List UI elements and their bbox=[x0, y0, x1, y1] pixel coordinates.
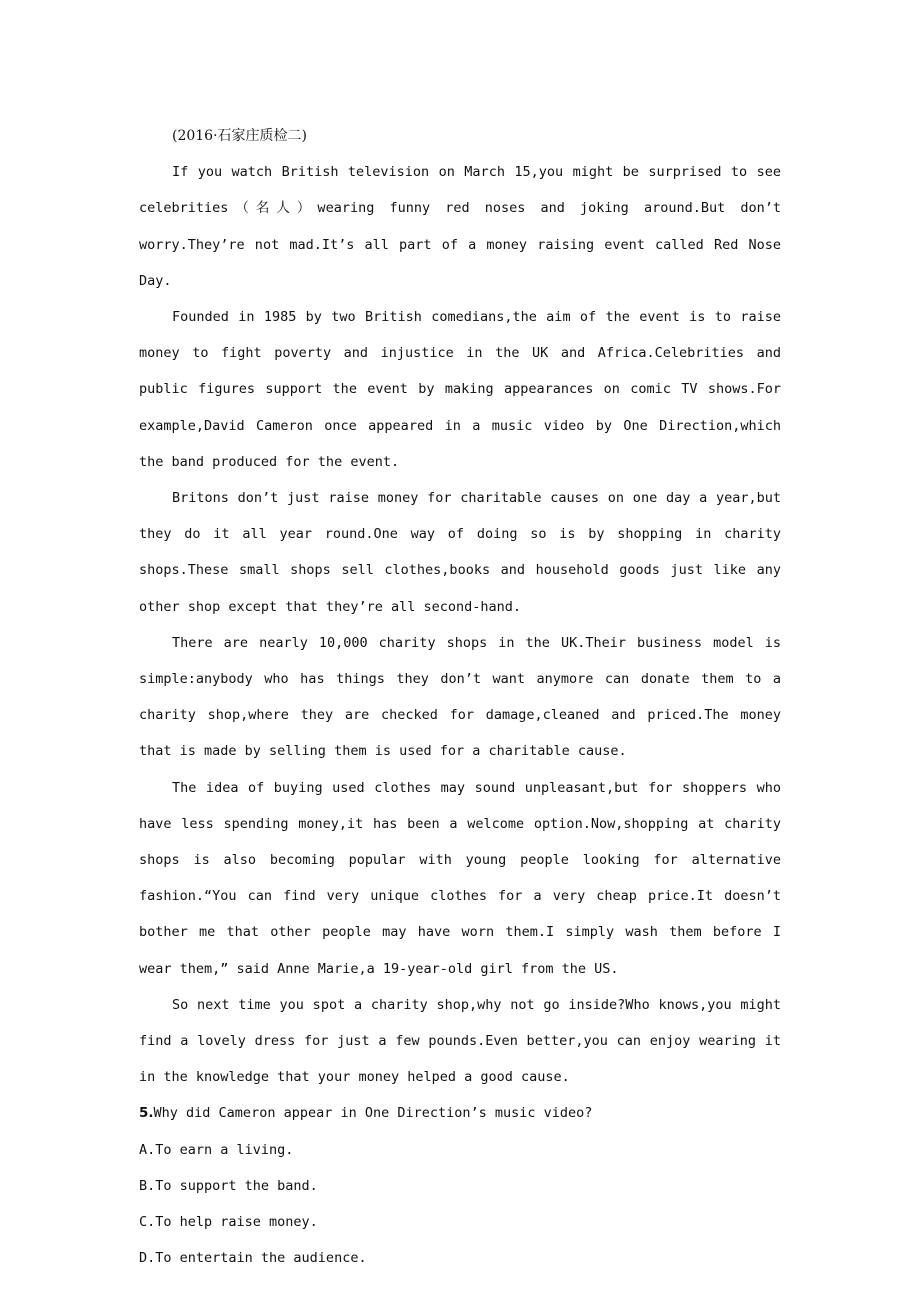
passage-paragraph-5: The idea of buying used clothes may sound unpleasant,but for shoppers who have less spending money,it has been a welcome option.Now,shopping at charity shops is also becoming popular with young people looking for alternative fashion.“You can find very unique clothes for a very cheap price.It doesn’t bother me that other people may have worn them.I simply wash them before I wear them,” said Anne Marie,a 19-year-old girl from the US. bbox=[139, 779, 781, 977]
option-c: C.To help raise money. bbox=[139, 1214, 318, 1231]
passage-paragraph-2: Founded in 1985 by two British comedians,the aim of the event is to raise money to fight poverty and injustice in the UK and Africa.Celebrities and public figures support the event by making appearances on comic TV shows.For example,David Cameron once appeared in a music video by One Direction,which the band produced for the event. bbox=[139, 309, 781, 470]
passage-paragraph-4: There are nearly 10,000 charity shops in the UK.Their business model is simple:anybody who has things they don’t want anymore can donate them to a charity shop,where they are checked for damage,cleaned and priced.The money that is made by selling them is used for a charitable cause. bbox=[139, 634, 781, 760]
document-page bbox=[139, 118, 781, 1277]
passage-paragraph-3: Britons don’t just raise money for charitable causes on one day a year,but they do it all year round.One way of doing so is by shopping in charity shops.These small shops sell clothes,books and household goods just like any other shop except that they’re all second-hand. bbox=[139, 490, 781, 615]
passage-paragraph-1: If you watch British television on March 15,you might be surprised to see celebrities（名人）wearing funny red noses and joking around.But don’t worry.They’re not mad.It’s all part of a money raising event called Red Nose Day. bbox=[139, 164, 781, 289]
question-number: 5. bbox=[139, 1105, 154, 1122]
passage-paragraph-6: So next time you spot a charity shop,why not go inside?Who knows,you might find a lovely dress for just a few pounds.Even better,you can enjoy wearing it in the knowledge that your money helped a good cause. bbox=[139, 996, 781, 1086]
option-d: D.To entertain the audience. bbox=[139, 1250, 367, 1267]
option-b: B.To support the band. bbox=[139, 1177, 318, 1194]
question-text: Why did Cameron appear in One Direction’s music video? bbox=[153, 1105, 593, 1122]
option-a: A.To earn a living. bbox=[139, 1141, 294, 1158]
question-5 bbox=[139, 1095, 781, 1131]
source-label: (2016·石家庄质检二) bbox=[172, 128, 308, 144]
